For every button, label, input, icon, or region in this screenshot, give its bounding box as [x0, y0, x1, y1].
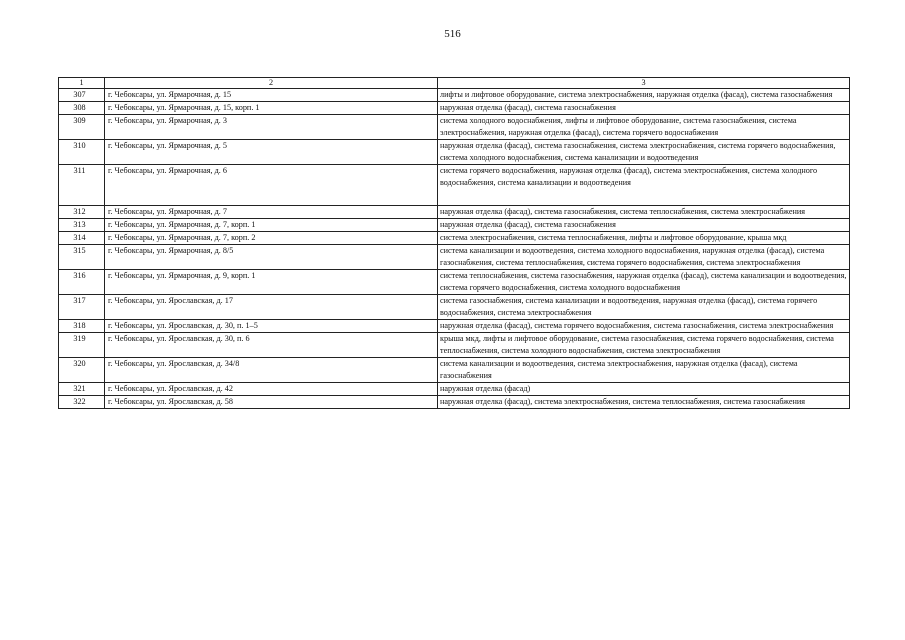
row-number: 322	[59, 396, 105, 409]
row-works: система теплоснабжения, система газоснабжения, наружная отделка (фасад), система канализации и водоотведения, система горячего водоснабжения, система холодного водоснабжения	[438, 270, 850, 295]
row-works: наружная отделка (фасад)	[438, 383, 850, 396]
row-works: система газоснабжения, система канализации и водоотведения, наружная отделка (фасад), система горячего водоснабжения, система электроснабжения	[438, 295, 850, 320]
table-row	[59, 245, 850, 270]
row-number: 309	[59, 115, 105, 140]
row-address: г. Чебоксары, ул. Ярмарочная, д. 7, корп. 1	[105, 219, 438, 232]
row-number: 310	[59, 140, 105, 165]
row-works: система горячего водоснабжения, наружная отделка (фасад), система электроснабжения, система холодного водоснабжения, система канализации и водоотведения	[438, 165, 850, 206]
row-works: система канализации и водоотведения, система электроснабжения, наружная отделка (фасад), система газоснабжения	[438, 358, 850, 383]
row-address: г. Чебоксары, ул. Ярмарочная, д. 9, корп. 1	[105, 270, 438, 295]
buildings-table	[58, 77, 850, 409]
row-address: г. Чебоксары, ул. Ярмарочная, д. 15, корп. 1	[105, 102, 438, 115]
row-number: 318	[59, 320, 105, 333]
table-row	[59, 295, 850, 320]
row-number: 307	[59, 89, 105, 102]
row-works: наружная отделка (фасад), система газоснабжения, система теплоснабжения, система электроснабжения	[438, 206, 850, 219]
row-address: г. Чебоксары, ул. Ярмарочная, д. 7	[105, 206, 438, 219]
row-number: 313	[59, 219, 105, 232]
row-number: 312	[59, 206, 105, 219]
table-row	[59, 232, 850, 245]
row-works: система электроснабжения, система теплоснабжения, лифты и лифтовое оборудование, крыша мкд	[438, 232, 850, 245]
row-number: 315	[59, 245, 105, 270]
table-row	[59, 270, 850, 295]
row-works: система канализации и водоотведения, система холодного водоснабжения, наружная отделка (фасад), система газоснабжения, система теплоснабжения, система горячего водоснабжения, система электроснабжения	[438, 245, 850, 270]
column-header-address: 2	[105, 78, 438, 89]
table-row	[59, 102, 850, 115]
table-row	[59, 358, 850, 383]
row-works: наружная отделка (фасад), система газоснабжения	[438, 102, 850, 115]
row-works: крыша мкд, лифты и лифтовое оборудование, система газоснабжения, система горячего водоснабжения, система теплоснабжения, система холодного водоснабжения, система электроснабжения	[438, 333, 850, 358]
row-address: г. Чебоксары, ул. Ярославская, д. 30, п. 1–5	[105, 320, 438, 333]
row-number: 320	[59, 358, 105, 383]
row-address: г. Чебоксары, ул. Ярмарочная, д. 8/5	[105, 245, 438, 270]
row-number: 314	[59, 232, 105, 245]
table-row	[59, 383, 850, 396]
row-address: г. Чебоксары, ул. Ярмарочная, д. 3	[105, 115, 438, 140]
row-address: г. Чебоксары, ул. Ярославская, д. 42	[105, 383, 438, 396]
table-row	[59, 165, 850, 206]
row-works: система холодного водоснабжения, лифты и лифтовое оборудование, система газоснабжения, система электроснабжения, наружная отделка (фасад), система горячего водоснабжения	[438, 115, 850, 140]
row-address: г. Чебоксары, ул. Ярославская, д. 34/8	[105, 358, 438, 383]
table-row	[59, 115, 850, 140]
row-number: 317	[59, 295, 105, 320]
row-number: 311	[59, 165, 105, 206]
table-row	[59, 206, 850, 219]
row-works: наружная отделка (фасад), система газоснабжения	[438, 219, 850, 232]
row-works: наружная отделка (фасад), система газоснабжения, система электроснабжения, система горячего водоснабжения, система холодного водоснабжения, система канализации и водоотведения	[438, 140, 850, 165]
row-address: г. Чебоксары, ул. Ярмарочная, д. 7, корп. 2	[105, 232, 438, 245]
table-header-row	[59, 78, 850, 89]
row-address: г. Чебоксары, ул. Ярославская, д. 58	[105, 396, 438, 409]
page-number: 516	[444, 28, 461, 40]
row-number: 316	[59, 270, 105, 295]
table-row	[59, 140, 850, 165]
row-works: лифты и лифтовое оборудование, система электроснабжения, наружная отделка (фасад), система газоснабжения	[438, 89, 850, 102]
table-row	[59, 89, 850, 102]
row-works: наружная отделка (фасад), система электроснабжения, система теплоснабжения, система газоснабжения	[438, 396, 850, 409]
column-header-number: 1	[59, 78, 105, 89]
column-header-works: 3	[438, 78, 850, 89]
table-row	[59, 333, 850, 358]
table-row	[59, 219, 850, 232]
table-row	[59, 320, 850, 333]
row-address: г. Чебоксары, ул. Ярмарочная, д. 6	[105, 165, 438, 206]
row-address: г. Чебоксары, ул. Ярославская, д. 17	[105, 295, 438, 320]
row-address: г. Чебоксары, ул. Ярмарочная, д. 5	[105, 140, 438, 165]
row-address: г. Чебоксары, ул. Ярославская, д. 30, п. 6	[105, 333, 438, 358]
table-row	[59, 396, 850, 409]
row-number: 319	[59, 333, 105, 358]
row-address: г. Чебоксары, ул. Ярмарочная, д. 15	[105, 89, 438, 102]
row-number: 321	[59, 383, 105, 396]
row-number: 308	[59, 102, 105, 115]
row-works: наружная отделка (фасад), система горячего водоснабжения, система газоснабжения, система электроснабжения	[438, 320, 850, 333]
